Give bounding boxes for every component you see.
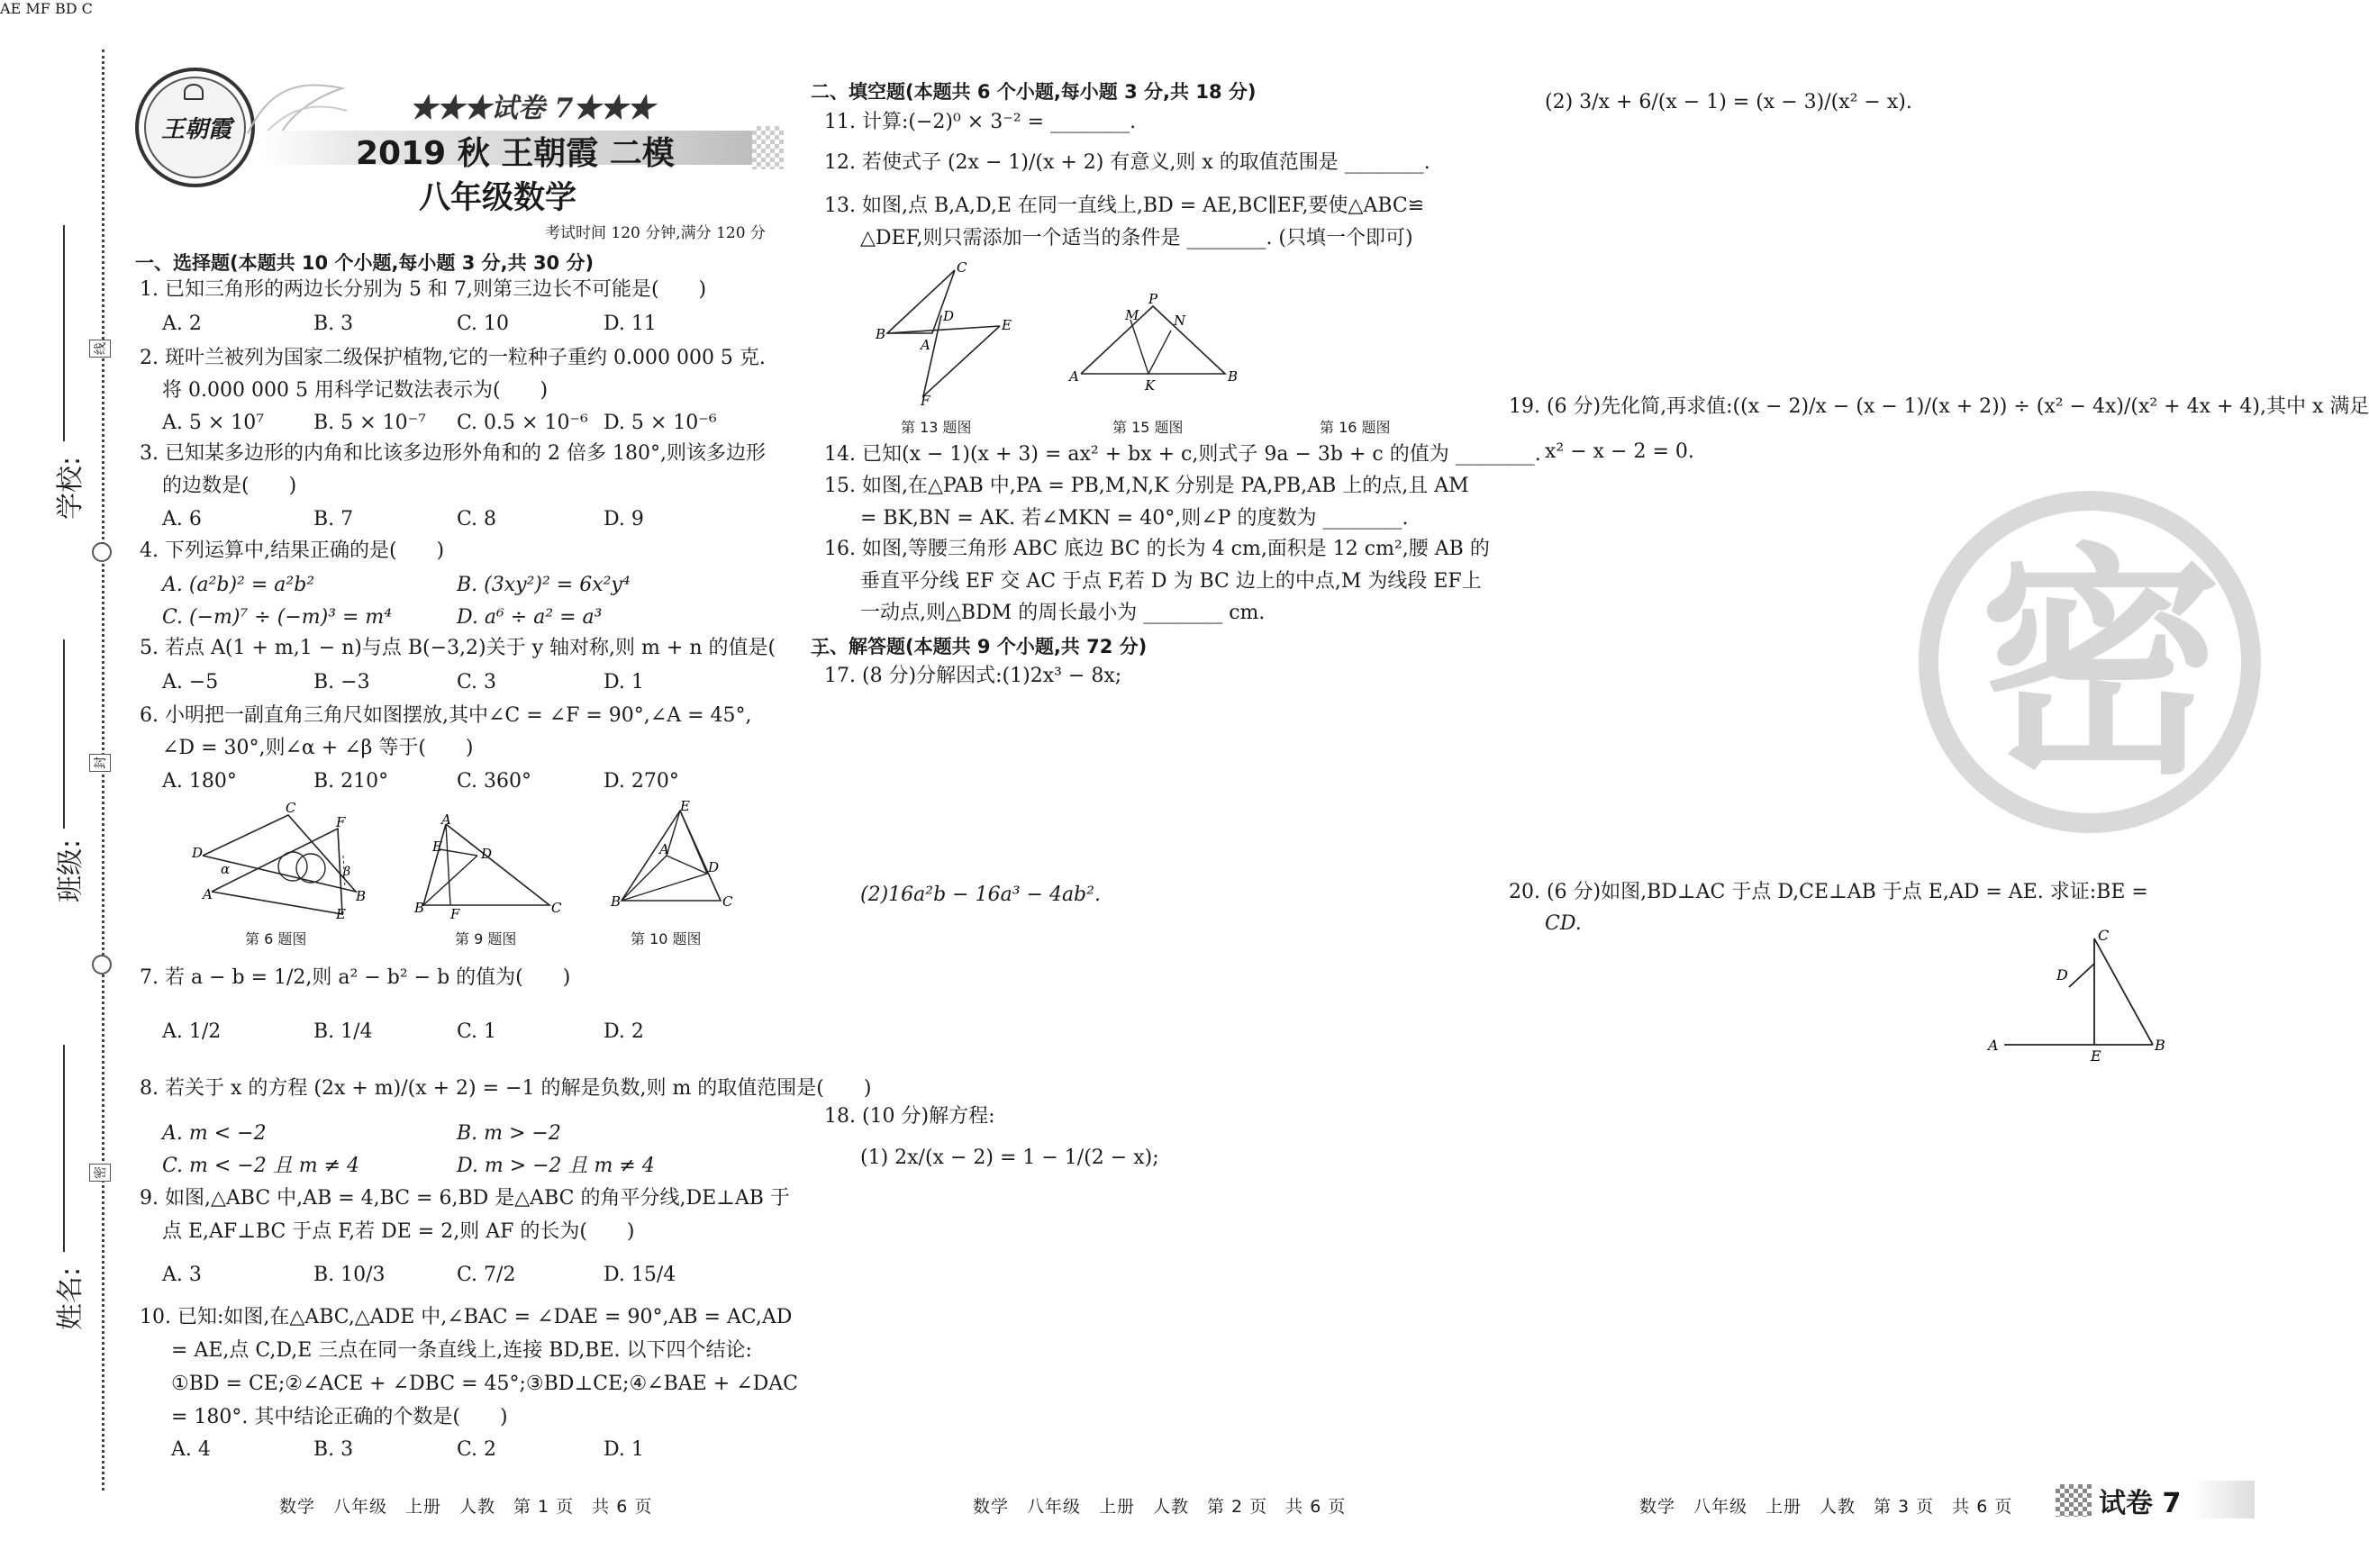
- svg-text:D: D: [943, 308, 955, 324]
- question-20-line2: CD.: [1545, 912, 1582, 935]
- figure-15-caption: 第 15 题图: [1112, 419, 1184, 436]
- question-10-line4: = 180°. 其中结论正确的个数是( ): [171, 1406, 508, 1428]
- page-footer-2: 数学 八年级 上册 人教 第 2 页 共 6 页: [973, 1497, 1347, 1517]
- question-2-line2: 将 0.000 000 5 用科学记数法表示为( ): [162, 379, 549, 402]
- question-15-line1: 15. 如图,在△PAB 中,PA = PB,M,N,K 分别是 PA,PB,AB 上的点,且 AM: [824, 475, 1469, 497]
- option-c[interactable]: C. 3: [457, 671, 497, 693]
- option-c[interactable]: C. (−m)⁷ ÷ (−m)³ = m⁴: [162, 606, 393, 629]
- svg-text:K: K: [1145, 377, 1156, 394]
- question-1: 1. 已知三角形的两边长分别为 5 和 7,则第三边长不可能是( ): [140, 278, 707, 301]
- option-b[interactable]: B. m > −2: [457, 1122, 561, 1145]
- svg-text:E: E: [432, 838, 442, 855]
- seal-fold-label: 封: [89, 754, 111, 772]
- svg-text:D: D: [192, 845, 204, 861]
- option-a[interactable]: A. 1/2: [162, 1020, 222, 1043]
- logo: [135, 68, 255, 187]
- school-label: 学校:: [55, 456, 87, 521]
- option-c[interactable]: C. 1: [457, 1020, 497, 1043]
- option-b[interactable]: B. 1/4: [313, 1020, 373, 1043]
- section-fill: 二、填空题(本题共 6 个小题,每小题 3 分,共 18 分) 11. 计算:(−2)⁰ × 3⁻² = ________. 12. 若使式子 (2x − 1)/(x + 2) 有意义,则 x 的取值范围是 ________. 13. 如图,点 B,A,D,E 在同一直线上,BD = AE,BC∥EF,要使△ABC≌ △DEF,则只需添加一个适当的条件是 ________. (只填一个即可) C B A D E F A P M N K B AE MF BD C 第 13 题图 第 15 题图 第 16 题图 14. 已知(x − 1)(x + 3) = ax² + bx + c,则式子 9a − 3b + c 的值为 ________. 15. 如图,在△PAB 中,PA = PB,M,N,K 分别是 PA,PB,AB 上的点,且 AM = BK,BN = AK. 若∠MKN = 40°,则∠P 的度数为 ________. 16. 如图,等腰三角形 ABC 底边 BC 的长为 4 cm,面积是 12 cm²,腰 AB 的 垂直平分线 EF 交 AC 于点 F,若 D 为 BC 边上的中点,M 为线段 EF上 一动点,则△BDM 的周长最小为 ________ cm.: [0, 0, 2255, 17]
- figure-10: [604, 798, 739, 919]
- question-16-line1: 16. 如图,等腰三角形 ABC 底边 BC 的长为 4 cm,面积是 12 cm²,腰 AB 的: [824, 538, 1490, 560]
- svg-text:C: C: [722, 893, 733, 910]
- figure-20: [1986, 928, 2166, 1063]
- option-a[interactable]: A. 2: [162, 313, 202, 335]
- option-d[interactable]: D. 5 × 10⁻⁶: [604, 412, 717, 434]
- question-6-line2: ∠D = 30°,则∠α + ∠β 等于( ): [162, 737, 474, 759]
- question-7: 7. 若 a − b = 1/2,则 a² − b² − b 的值为( ): [140, 966, 571, 989]
- figure-6-caption: 第 6 题图: [245, 930, 307, 947]
- svg-text:D: D: [708, 859, 720, 875]
- question-13-line2: △DEF,则只需添加一个适当的条件是 ________. (只填一个即可): [860, 227, 1413, 249]
- binding-ring-icon: [92, 542, 112, 562]
- svg-text:B: B: [611, 893, 622, 910]
- svg-text:A: A: [441, 811, 451, 828]
- question-16-line2: 垂直平分线 EF 交 AC 于点 F,若 D 为 BC 边上的中点,M 为线段 EF上: [860, 570, 1482, 593]
- name-field[interactable]: [63, 1045, 65, 1252]
- exam-title: 2019 秋 王朝霞 二模: [356, 135, 675, 172]
- option-d[interactable]: D. 11: [604, 313, 657, 335]
- svg-text:F: F: [336, 814, 346, 830]
- question-14: 14. 已知(x − 1)(x + 3) = ax² + bx + c,则式子 9a − 3b + c 的值为 ________.: [824, 443, 1541, 466]
- question-10-line2: = AE,点 C,D,E 三点在同一条直线上,连接 BD,BE. 以下四个结论:: [171, 1339, 752, 1362]
- svg-text:D: D: [2056, 966, 2068, 983]
- option-d[interactable]: D. 1: [604, 1438, 644, 1461]
- name-label: 姓名:: [55, 1266, 87, 1331]
- figure-13: [874, 259, 1012, 409]
- paper-label: ★★★试卷 7★★★: [410, 93, 655, 124]
- figure-9: [414, 811, 563, 922]
- svg-text:M: M: [1125, 307, 1139, 323]
- svg-text:P: P: [1148, 291, 1158, 307]
- svg-text:N: N: [1174, 313, 1186, 329]
- svg-text:C: C: [957, 259, 967, 276]
- option-c[interactable]: C. 10: [457, 313, 510, 335]
- option-a[interactable]: A. 180°: [162, 770, 237, 793]
- svg-text:C: C: [551, 900, 562, 916]
- svg-text:B: B: [414, 900, 425, 916]
- option-b[interactable]: B. 3: [313, 1438, 354, 1461]
- option-d[interactable]: D. 15/4: [604, 1264, 676, 1286]
- option-b[interactable]: B. −3: [313, 671, 370, 693]
- option-d[interactable]: D. 2: [604, 1020, 644, 1043]
- school-field[interactable]: [63, 225, 65, 441]
- question-19-line1: 19. (6 分)先化简,再求值:((x − 2)/x − (x − 1)/(x + 2)) ÷ (x² − 4x)/(x² + 4x + 4),其中 x 满足: [1509, 395, 2369, 418]
- question-9-line1: 9. 如图,△ABC 中,AB = 4,BC = 6,BD 是△ABC 的角平分线,DE⊥AB 于: [140, 1187, 790, 1210]
- question-4: 4. 下列运算中,结果正确的是( ): [140, 539, 445, 562]
- footer-paper-tag: 试卷 7: [2099, 1488, 2182, 1519]
- svg-text:A: A: [1988, 1037, 1999, 1054]
- svg-text:A: A: [203, 886, 213, 902]
- question-17-part1: 17. (8 分)分解因式:(1)2x³ − 8x;: [824, 665, 1122, 687]
- option-a[interactable]: A. −5: [162, 671, 219, 693]
- option-a[interactable]: A. 6: [162, 508, 202, 530]
- option-b[interactable]: B. 210°: [313, 770, 389, 793]
- figure-15: [1067, 293, 1239, 392]
- page-footer-1: 数学 八年级 上册 人教 第 1 页 共 6 页: [279, 1497, 653, 1517]
- option-c[interactable]: C. 0.5 × 10⁻⁶: [457, 412, 588, 434]
- option-a[interactable]: A. m < −2: [162, 1122, 267, 1145]
- question-19-line2: x² − x − 2 = 0.: [1545, 440, 1694, 463]
- svg-text:α: α: [221, 861, 231, 877]
- question-3-line1: 3. 已知某多边形的内角和比该多边形外角和的 2 倍多 180°,则该多边形: [140, 442, 766, 465]
- question-18: 18. (10 分)解方程:: [824, 1105, 995, 1128]
- question-8: 8. 若关于 x 的方程 (2x + m)/(x + 2) = −1 的解是负数,则 m 的取值范围是( ): [140, 1077, 872, 1100]
- question-12: 12. 若使式子 (2x − 1)/(x + 2) 有意义,则 x 的取值范围是 ________.: [824, 151, 1430, 174]
- option-b[interactable]: B. (3xy²)² = 6x²y⁴: [457, 574, 631, 596]
- question-15-line2: = BK,BN = AK. 若∠MKN = 40°,则∠P 的度数为 ________.: [860, 507, 1409, 530]
- svg-text:A: A: [659, 841, 669, 857]
- subject-title: 八年级数学: [419, 180, 577, 216]
- question-3-line2: 的边数是( ): [162, 475, 297, 497]
- svg-text:F: F: [921, 393, 930, 409]
- svg-text:B: B: [2155, 1037, 2165, 1054]
- question-6-line1: 6. 小明把一副直角三角尺如图摆放,其中∠C = ∠F = 90°,∠A = 45°,: [140, 704, 752, 727]
- svg-text:A: A: [1069, 368, 1079, 385]
- watermark-text: 密: [1979, 523, 2222, 807]
- option-a[interactable]: A. 4: [171, 1438, 211, 1461]
- option-c[interactable]: C. 8: [457, 508, 497, 530]
- question-18-part2: (2) 3/x + 6/(x − 1) = (x − 3)/(x² − x).: [1545, 91, 1912, 113]
- page-footer-3: 数学 八年级 上册 人教 第 3 页 共 6 页: [1639, 1497, 2013, 1517]
- logo-text: 王朝霞: [160, 116, 231, 143]
- svg-text:E: E: [1002, 317, 1012, 333]
- option-a[interactable]: A. 5 × 10⁷: [162, 412, 265, 434]
- question-18-part1: (1) 2x/(x − 2) = 1 − 1/(2 − x);: [860, 1147, 1159, 1169]
- question-2-line1: 2. 斑叶兰被列为国家二级保护植物,它的一粒种子重约 0.000 000 5 克.: [140, 347, 766, 369]
- option-d[interactable]: D. m > −2 且 m ≠ 4: [457, 1155, 655, 1177]
- svg-text:E: E: [336, 906, 346, 922]
- svg-text:F: F: [450, 906, 460, 922]
- question-13-line1: 13. 如图,点 B,A,D,E 在同一直线上,BD = AE,BC∥EF,要使△ABC≌: [824, 195, 1425, 217]
- svg-text:E: E: [680, 798, 690, 814]
- option-d[interactable]: D. 9: [604, 508, 644, 530]
- figure-16-caption: 第 16 题图: [1320, 419, 1391, 436]
- seal-line-label: 线: [89, 340, 111, 358]
- footer-tag-decoration: [2056, 1484, 2092, 1517]
- question-9-line2: 点 E,AF⊥BC 于点 F,若 DE = 2,则 AF 的长为( ): [162, 1220, 635, 1243]
- option-b[interactable]: B. 7: [313, 508, 354, 530]
- class-field[interactable]: [63, 639, 65, 829]
- option-d[interactable]: D. 1: [604, 671, 644, 693]
- option-c[interactable]: C. 7/2: [457, 1264, 516, 1286]
- exam-info: 考试时间 120 分钟,满分 120 分: [545, 224, 766, 242]
- figure-6: [185, 800, 383, 922]
- svg-text:B: B: [876, 326, 886, 342]
- svg-text:E: E: [2091, 1047, 2101, 1065]
- svg-text:D: D: [481, 846, 493, 862]
- figure-9-caption: 第 9 题图: [455, 930, 517, 947]
- option-a[interactable]: A. (a²b)² = a²b²: [162, 574, 315, 596]
- seal-closed-label: 密: [89, 1164, 111, 1182]
- section-heading: 三、解答题(本题共 9 个小题,共 72 分): [811, 636, 1148, 657]
- figure-10-caption: 第 10 题图: [631, 930, 702, 947]
- question-10-line3: ①BD = CE;②∠ACE + ∠DBC = 45°;③BD⊥CE;④∠BAE + ∠DAC: [171, 1373, 798, 1395]
- class-label: 班级:: [55, 838, 87, 903]
- option-c[interactable]: C. 2: [457, 1438, 497, 1461]
- question-5: 5. 若点 A(1 + m,1 − n)与点 B(−3,2)关于 y 轴对称,则 m + n 的值是( ): [140, 637, 823, 659]
- option-b[interactable]: B. 3: [313, 313, 354, 335]
- svg-text:C: C: [286, 800, 296, 816]
- question-11: 11. 计算:(−2)⁰ × 3⁻² = ________.: [824, 111, 1137, 133]
- section-heading: 二、填空题(本题共 6 个小题,每小题 3 分,共 18 分): [811, 81, 1257, 103]
- option-b[interactable]: B. 5 × 10⁻⁷: [313, 412, 426, 434]
- option-a[interactable]: A. 3: [162, 1264, 202, 1286]
- crown-icon: [184, 84, 204, 100]
- figure-16: [1293, 261, 1428, 396]
- question-10-line1: 10. 已知:如图,在△ABC,△ADE 中,∠BAC = ∠DAE = 90°,AB = AC,AD: [140, 1306, 793, 1328]
- svg-text:C: C: [2098, 927, 2110, 944]
- option-c[interactable]: C. 360°: [457, 770, 532, 793]
- option-b[interactable]: B. 10/3: [313, 1264, 386, 1286]
- question-20-line1: 20. (6 分)如图,BD⊥AC 于点 D,CE⊥AB 于点 E,AD = AE. 求证:BE =: [1509, 881, 2148, 903]
- question-17-part2: (2)16a²b − 16a³ − 4ab².: [860, 884, 1101, 906]
- figure-13-caption: 第 13 题图: [901, 419, 972, 436]
- option-c[interactable]: C. m < −2 且 m ≠ 4: [162, 1155, 360, 1177]
- binding-ring-icon: [92, 955, 112, 974]
- watermark-seal: [1919, 491, 2261, 833]
- option-d[interactable]: D. 270°: [604, 770, 679, 793]
- section-heading: 一、选择题(本题共 10 个小题,每小题 3 分,共 30 分): [135, 252, 595, 274]
- svg-text:B: B: [1228, 368, 1239, 385]
- title-checker: [752, 126, 784, 169]
- svg-text:β: β: [343, 865, 351, 879]
- option-d[interactable]: D. a⁶ ÷ a² = a³: [457, 606, 603, 629]
- svg-text:A: A: [921, 337, 930, 353]
- svg-text:B: B: [356, 888, 367, 904]
- question-16-line3: 一动点,则△BDM 的周长最小为 ________ cm.: [860, 602, 1266, 624]
